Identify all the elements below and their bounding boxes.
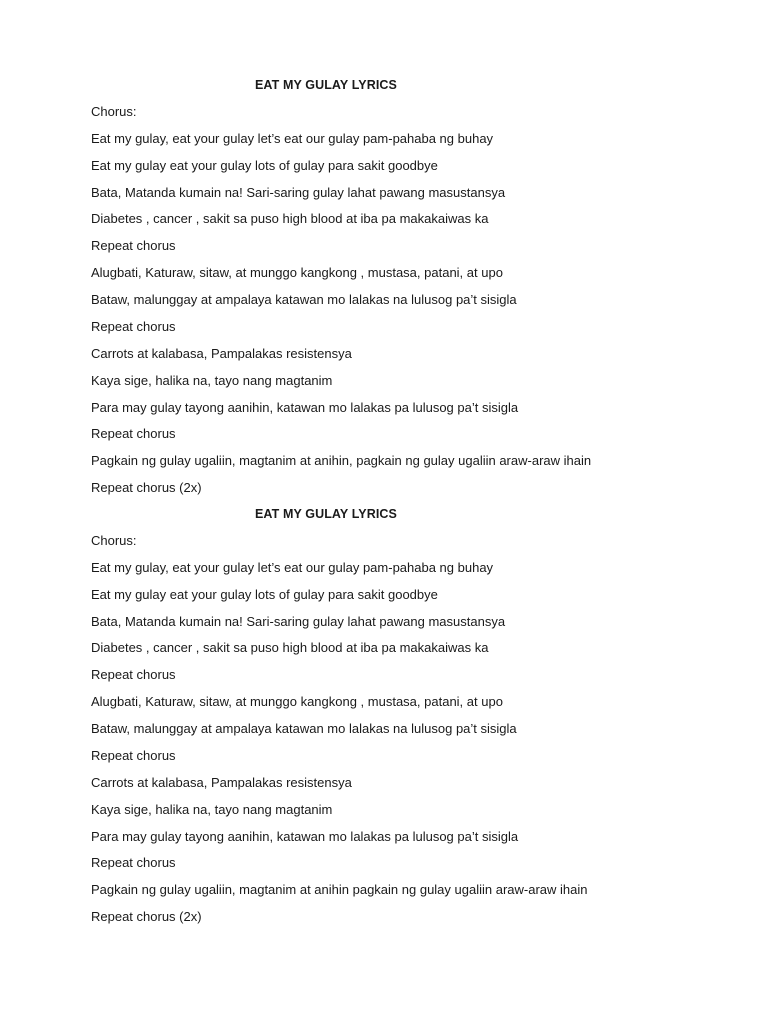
lyric-line: Pagkain ng gulay ugaliin, magtanim at anihin, pagkain ng gulay ugaliin araw-araw ihain xyxy=(91,453,592,468)
lyric-line: Eat my gulay eat your gulay lots of gulay para sakit goodbye xyxy=(91,158,438,173)
lyric-line: Repeat chorus xyxy=(91,319,176,334)
lyrics-title: EAT MY GULAY LYRICS xyxy=(255,507,397,521)
lyrics-title: EAT MY GULAY LYRICS xyxy=(255,78,397,92)
lyric-line: Carrots at kalabasa, Pampalakas resistensya xyxy=(91,775,352,790)
lyric-line: Carrots at kalabasa, Pampalakas resistensya xyxy=(91,346,352,361)
lyric-line: Pagkain ng gulay ugaliin, magtanim at anihin pagkain ng gulay ugaliin araw-araw ihain xyxy=(91,882,588,897)
lyric-line: Para may gulay tayong aanihin, katawan mo lalakas pa lulusog pa’t sisigla xyxy=(91,400,519,415)
lyric-line: Repeat chorus (2x) xyxy=(91,480,202,495)
lyric-line: Eat my gulay eat your gulay lots of gulay para sakit goodbye xyxy=(91,587,438,602)
lyric-line: Repeat chorus xyxy=(91,855,176,870)
lyric-line: Repeat chorus xyxy=(91,748,176,763)
lyric-line: Kaya sige, halika na, tayo nang magtanim xyxy=(91,373,333,388)
lyric-line: Diabetes , cancer , sakit sa puso high blood at iba pa makakaiwas ka xyxy=(91,640,489,655)
lyric-line: Alugbati, Katuraw, sitaw, at munggo kangkong , mustasa, patani, at upo xyxy=(91,265,503,280)
lyric-line: Bataw, malunggay at ampalaya katawan mo lalakas na lulusog pa’t sisigla xyxy=(91,721,517,736)
lyric-line: Chorus: xyxy=(91,104,137,119)
lyric-line: Bata, Matanda kumain na! Sari-saring gulay lahat pawang masustansya xyxy=(91,185,506,200)
lyric-line: Diabetes , cancer , sakit sa puso high blood at iba pa makakaiwas ka xyxy=(91,211,489,226)
lyric-line: Chorus: xyxy=(91,533,137,548)
lyric-line: Repeat chorus xyxy=(91,667,176,682)
lyric-line: Bataw, malunggay at ampalaya katawan mo lalakas na lulusog pa’t sisigla xyxy=(91,292,517,307)
lyric-line: Bata, Matanda kumain na! Sari-saring gulay lahat pawang masustansya xyxy=(91,614,506,629)
lyric-line: Repeat chorus xyxy=(91,426,176,441)
lyric-line: Alugbati, Katuraw, sitaw, at munggo kangkong , mustasa, patani, at upo xyxy=(91,694,503,709)
lyric-line: Eat my gulay, eat your gulay let’s eat our gulay pam-pahaba ng buhay xyxy=(91,131,494,146)
lyric-line: Repeat chorus xyxy=(91,238,176,253)
lyric-line: Para may gulay tayong aanihin, katawan mo lalakas pa lulusog pa’t sisigla xyxy=(91,829,519,844)
lyric-line: Eat my gulay, eat your gulay let’s eat our gulay pam-pahaba ng buhay xyxy=(91,560,494,575)
lyric-line: Repeat chorus (2x) xyxy=(91,909,202,924)
lyric-line: Kaya sige, halika na, tayo nang magtanim xyxy=(91,802,333,817)
